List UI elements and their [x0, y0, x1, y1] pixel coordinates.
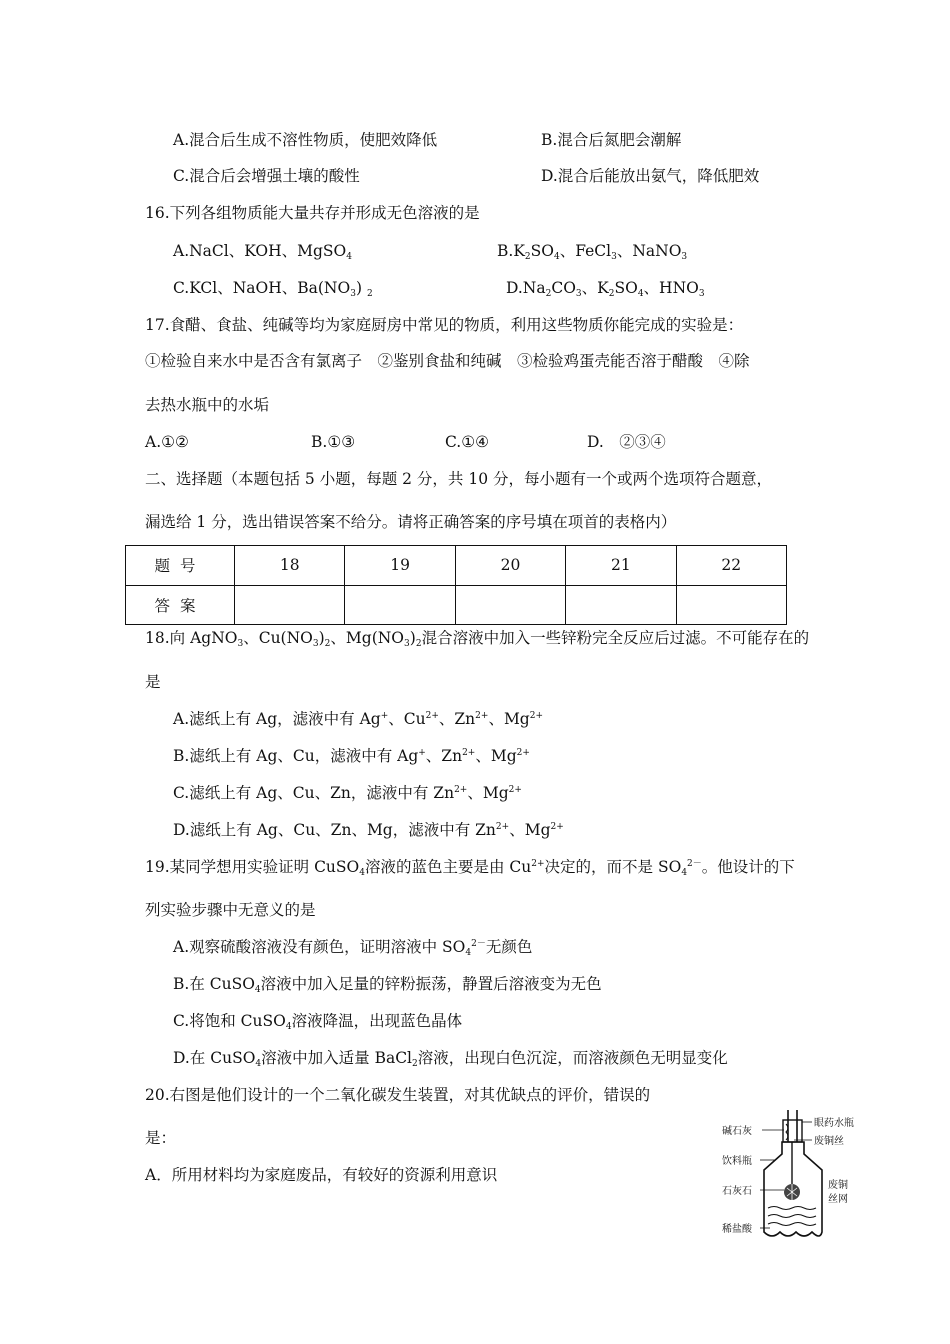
q16-option-d: $D.Na_2CO_3$、$K_2SO_4$、$HNO_3$	[506, 279, 705, 299]
q19-stem-line2: 列实验步骤中无意义的是	[145, 901, 316, 919]
q18-option-c: C.滤纸上有 Ag、Cu、Zn，滤液中有 $Zn^{2+}$、$Mg^{2+}$	[173, 784, 522, 802]
answer-cell	[345, 585, 455, 625]
answer-table	[125, 545, 787, 625]
label-soda-lime: 碱石灰	[722, 1126, 752, 1137]
section2-instructions-line2: 漏选给 1 分，选出错误答案不给分。请将正确答案的序号填在项首的表格内）	[145, 513, 677, 531]
q17-stem: 17.食醋、食盐、纯碱等均为家庭厨房中常见的物质，利用这些物质你能完成的实验是：	[145, 316, 744, 334]
answer-table-number: 21	[566, 546, 676, 586]
answer-table-number: 20	[455, 546, 565, 586]
q20-stem-line2: 是：	[145, 1129, 177, 1147]
q19-stem: 19.某同学想用实验证明 CuSO$_4$溶液的蓝色主要是由 $Cu^{2+}$决定的，而不是 $SO_4^{2-}$。他设计的下	[145, 858, 795, 878]
label-beverage-bottle: 饮料瓶	[722, 1156, 752, 1167]
q19-option-a: A.观察硫酸溶液没有颜色，证明溶液中 $SO_4^{2-}$无颜色	[173, 938, 533, 958]
answer-cell	[566, 585, 676, 625]
q18-option-a: A.滤纸上有 Ag，滤液中有 Ag+、$Cu^{2+}$、$Zn^{2+}$、$Mg^{2+}$	[173, 710, 544, 728]
answer-table-row1-head: 题号	[126, 546, 235, 586]
co2-apparatus-diagram	[720, 1108, 890, 1242]
label-copper-mesh: 丝网	[828, 1194, 848, 1205]
answer-table-number: 19	[345, 546, 455, 586]
acid-level	[768, 1223, 816, 1226]
answer-table-number: 22	[676, 546, 786, 586]
label-dropper-bottle: 眼药水瓶	[814, 1118, 854, 1129]
answer-table-row2-head: 答案	[126, 585, 235, 625]
acid-level	[768, 1215, 816, 1218]
acid-level	[768, 1207, 816, 1210]
label-dilute-hcl: 稀盐酸	[722, 1224, 752, 1235]
q17-items-line2: 去热水瓶中的水垢	[145, 396, 270, 414]
q16-stem: 16.下列各组物质能大量共存并形成无色溶液的是	[145, 204, 480, 222]
q17-option-c: C.①④	[445, 433, 490, 451]
q18-option-d: D.滤纸上有 Ag、Cu、Zn、Mg，滤液中有 $Zn^{2+}$、$Mg^{2+}$	[173, 821, 564, 839]
q17-option-b: B.①③	[311, 433, 356, 451]
q15-option-d: D.混合后能放出氨气，降低肥效	[541, 167, 760, 185]
q18-stem: 18.向 AgNO$_3$、$Cu(NO_3)_2$、$Mg(NO_3)_2$混合溶液中加入一些锌粉完全反应后过滤。不可能存在的	[145, 629, 810, 649]
answer-table-number: 18	[235, 546, 345, 586]
answer-cell	[235, 585, 345, 625]
q16-option-a: A.NaCl、KOH、MgSO$_4$	[173, 242, 352, 262]
q18-option-b: B.滤纸上有 Ag、Cu，滤液中有 Ag+、$Zn^{2+}$、$Mg^{2+}$	[173, 747, 530, 765]
q16-option-c: C.KCl、NaOH、$Ba(NO_3)$ $_2$	[173, 279, 373, 299]
q20-option-a: A．所用材料均为家庭废品，有较好的资源利用意识	[145, 1166, 498, 1184]
q19-option-b: B.在 CuSO$_4$溶液中加入足量的锌粉振荡，静置后溶液变为无色	[173, 975, 602, 995]
answer-table-header-row	[126, 546, 787, 586]
label-copper-wire: 废铜丝	[814, 1136, 844, 1147]
label-copper-mesh: 废铜	[828, 1180, 848, 1191]
q19-option-c: C.将饱和 CuSO$_4$溶液降温，出现蓝色晶体	[173, 1012, 463, 1032]
answer-cell	[676, 585, 786, 625]
q16-option-b: $B.K_2SO_4$、FeCl$_3$、NaNO$_3$	[497, 242, 688, 262]
q15-option-a: A.混合后生成不溶性物质，使肥效降低	[173, 131, 438, 149]
dropper-bottle	[783, 1120, 802, 1142]
q15-option-b: B.混合后氮肥会潮解	[541, 131, 682, 149]
answer-cell	[455, 585, 565, 625]
q17-items-line1: ①检验自来水中是否含有氯离子 ②鉴别食盐和纯碱 ③检验鸡蛋壳能否溶于醋酸 ④除	[145, 352, 750, 370]
label-limestone: 石灰石	[722, 1186, 752, 1197]
section2-instructions-line1: 二、选择题（本题包括 5 小题，每题 2 分，共 10 分，每小题有一个或两个选项符合题意，	[145, 470, 773, 488]
q18-stem-line2: 是	[145, 673, 161, 691]
q20-stem: 20.右图是他们设计的一个二氧化碳发生装置，对其优缺点的评价，错误的	[145, 1086, 651, 1104]
q17-option-d: D. ②③④	[587, 433, 666, 451]
q19-option-d: D.在 CuSO$_4$溶液中加入适量 BaCl$_2$溶液，出现白色沉淀，而溶液颜色无明显变化	[173, 1049, 728, 1069]
answer-table-answer-row	[126, 585, 787, 625]
q17-option-a: A.①②	[145, 433, 189, 451]
q15-option-c: C.混合后会增强土壤的酸性	[173, 167, 360, 185]
